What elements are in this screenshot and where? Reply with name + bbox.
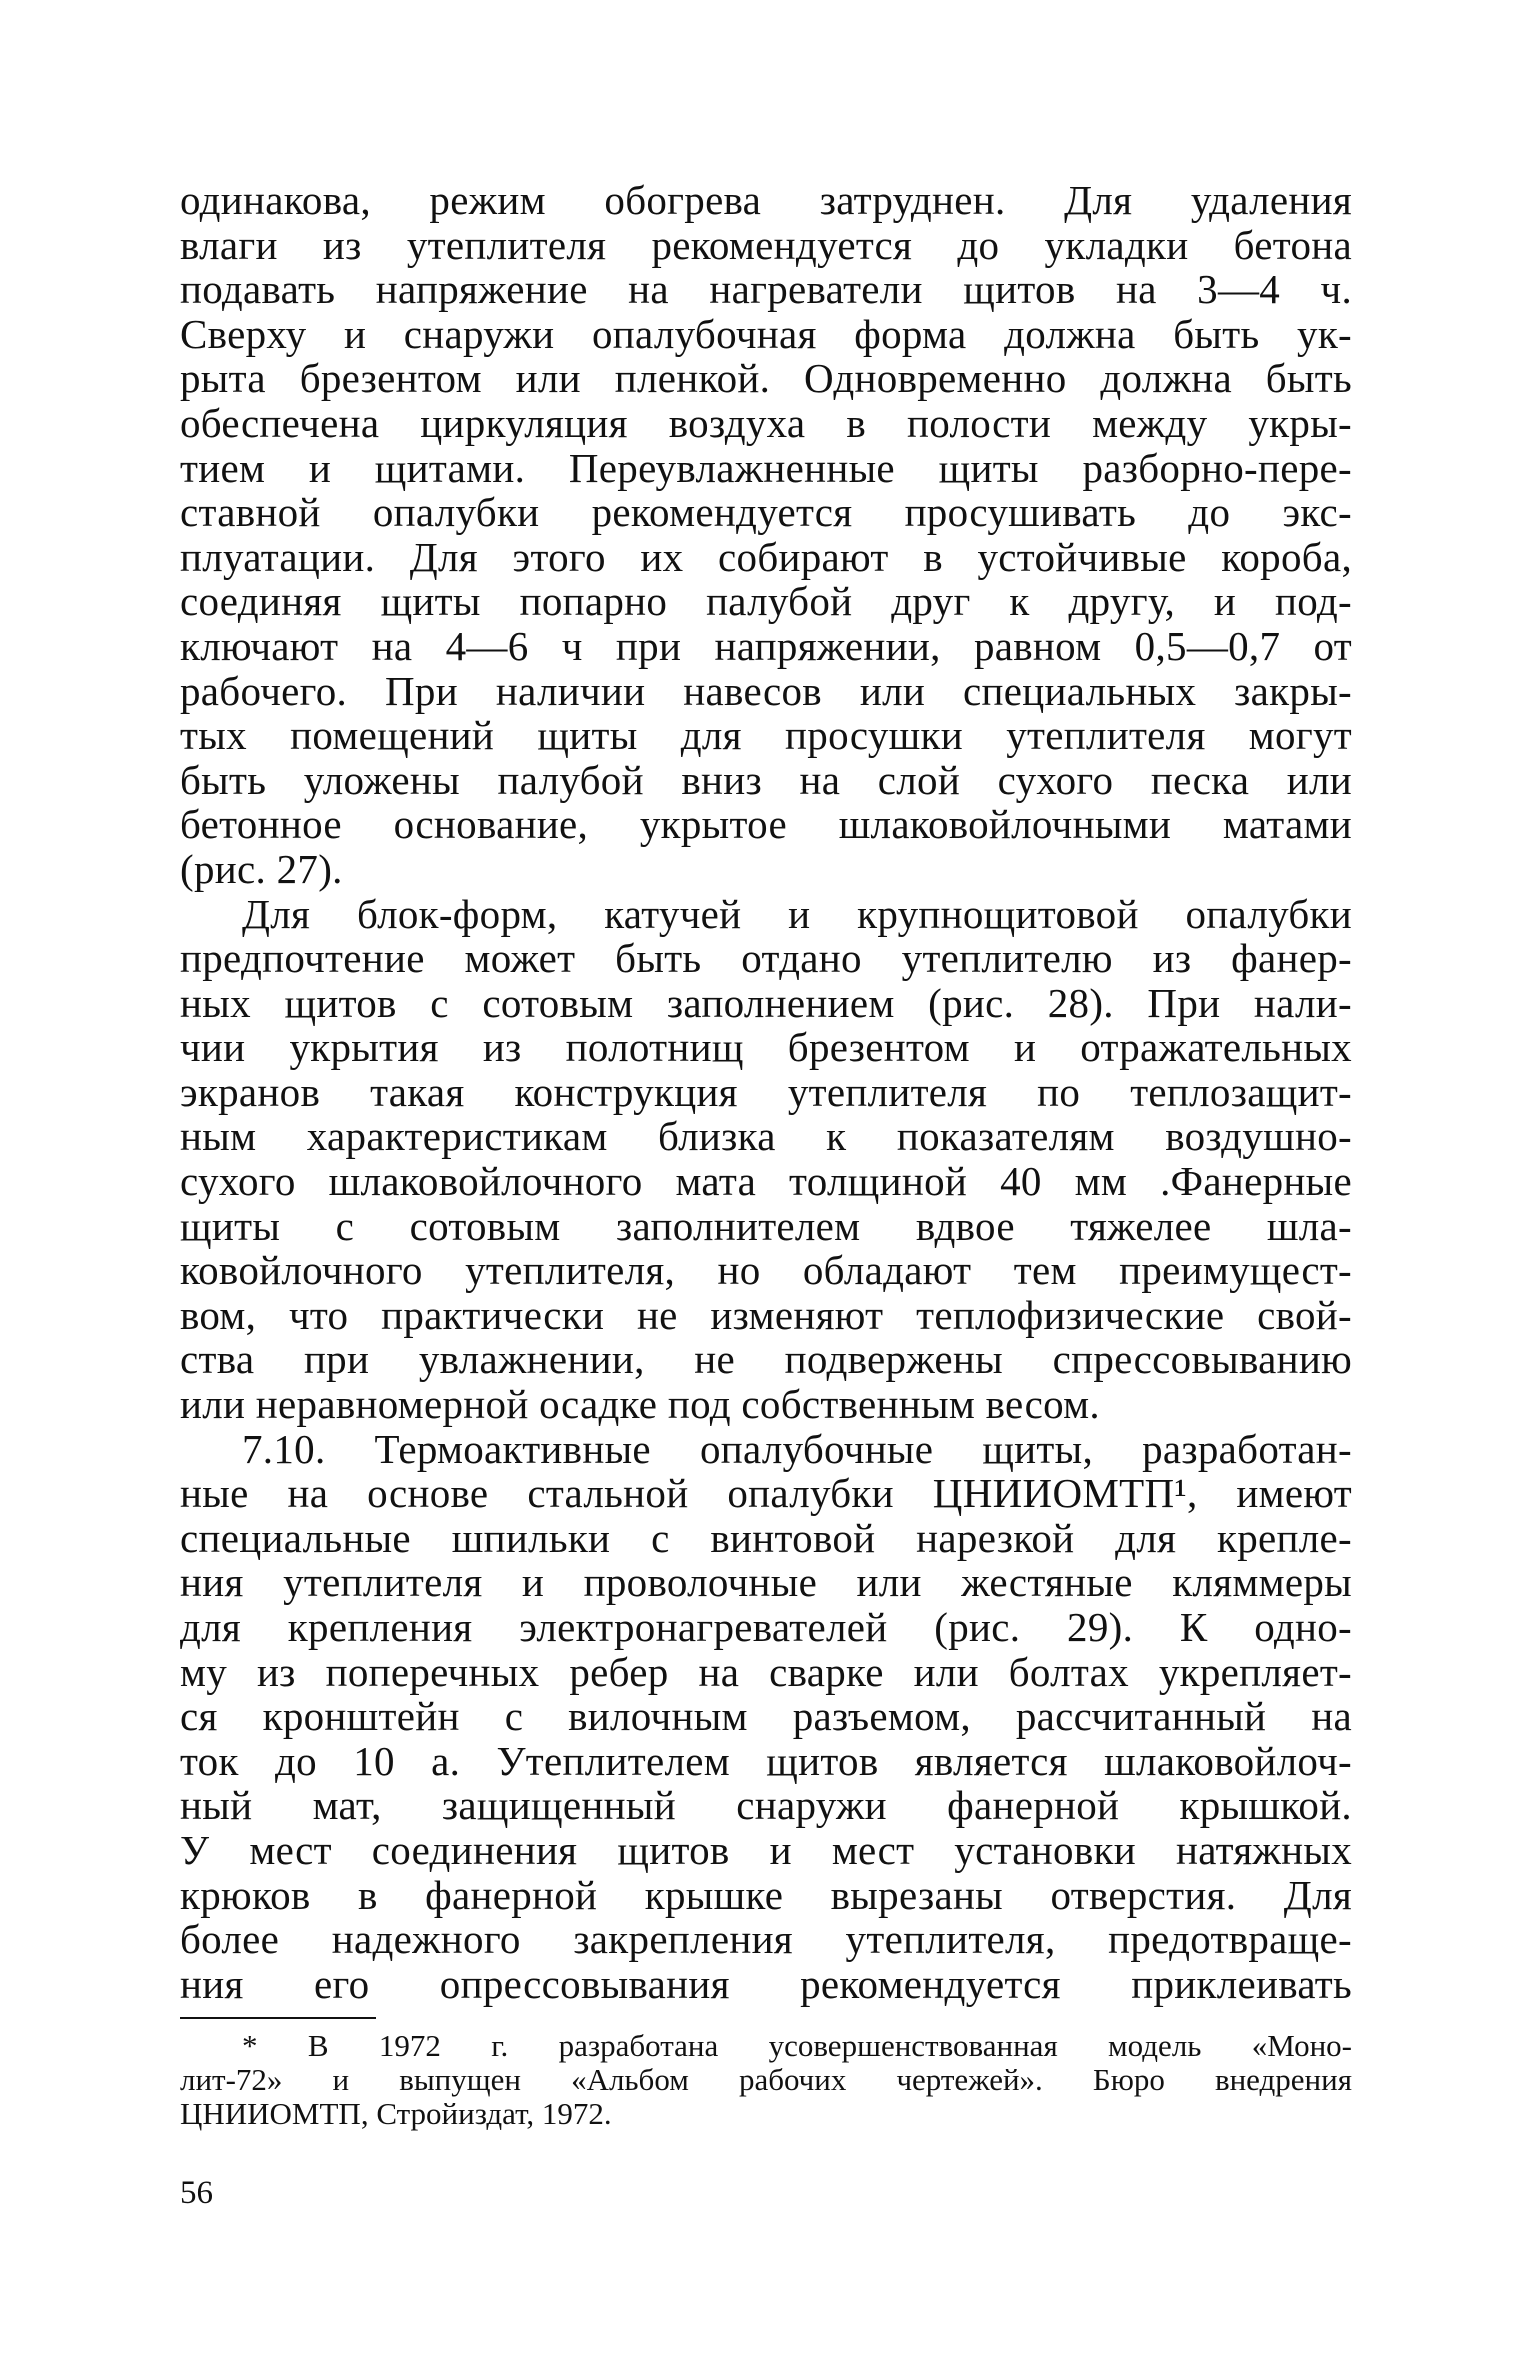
text-line: ток до 10 а. Утеплителем щитов является шлаковойлоч- bbox=[180, 1737, 1352, 1784]
text-line: или неравномерной осадке под собственным весом. bbox=[180, 1381, 1100, 1428]
footnote-line: лит-72» и выпущен «Альбом рабочих чертежей». Бюро внедрения bbox=[180, 2062, 1352, 2097]
text-line: ковойлочного утеплителя, но обладают тем преимущест- bbox=[180, 1247, 1352, 1294]
text-line: соединяя щиты попарно палубой друг к другу, и под- bbox=[180, 578, 1352, 625]
text-line: ния утеплителя и проволочные или жестяные кляммеры bbox=[180, 1559, 1352, 1606]
text-line: быть уложены палубой вниз на слой сухого песка или bbox=[180, 756, 1352, 803]
text-line: ся кронштейн с вилочным разъемом, рассчитанный на bbox=[180, 1693, 1352, 1740]
text-line: ставной опалубки рекомендуется просушивать до экс- bbox=[180, 489, 1352, 536]
text-line: влаги из утеплителя рекомендуется до укладки бетона bbox=[180, 221, 1352, 268]
text-line: рабочего. При наличии навесов или специальных закры- bbox=[180, 667, 1352, 714]
text-line: Сверху и снаружи опалубочная форма должна быть ук- bbox=[180, 310, 1352, 357]
text-line: ния его опрессовывания рекомендуется приклеивать bbox=[180, 1960, 1352, 2007]
footnote bbox=[180, 2029, 1352, 2131]
text-line: плуатации. Для этого их собирают в устойчивые короба, bbox=[180, 533, 1352, 580]
text-line: рыта брезентом или пленкой. Одновременно должна быть bbox=[180, 355, 1352, 402]
text-line: тием и щитами. Переувлажненные щиты разборно-пере- bbox=[180, 444, 1352, 491]
text-line: У мест соединения щитов и мест установки натяжных bbox=[180, 1826, 1352, 1873]
text-line: му из поперечных ребер на сварке или болтах укрепляет- bbox=[180, 1648, 1352, 1695]
text-line: специальные шпильки с винтовой нарезкой для крепле- bbox=[180, 1514, 1352, 1561]
footnote-divider bbox=[180, 2017, 376, 2019]
text-line: 7.10. Термоактивные опалубочные щиты, разработан- bbox=[242, 1425, 1352, 1472]
text-line: ным характеристикам близка к показателям воздушно- bbox=[180, 1113, 1352, 1160]
footnote-line: * В 1972 г. разработана усовершенствованная модель «Моно- bbox=[242, 2028, 1352, 2063]
text-line: Для блок-форм, катучей и крупнощитовой опалубки bbox=[242, 890, 1352, 937]
text-line: одинакова, режим обогрева затруднен. Для удаления bbox=[180, 177, 1352, 223]
text-line: тых помещений щиты для просушки утеплителя могут bbox=[180, 712, 1352, 759]
text-line: обеспечена циркуляция воздуха в полости между укры- bbox=[180, 399, 1352, 446]
text-line: ных щитов с сотовым заполнением (рис. 28). При нали- bbox=[180, 979, 1352, 1026]
text-line: предпочтение может быть отдано утеплителю из фанер- bbox=[180, 935, 1352, 982]
text-line: для крепления электронагревателей (рис. 29). К одно- bbox=[180, 1604, 1352, 1650]
page-number: 56 bbox=[180, 2175, 213, 2211]
text-line: сухого шлаковойлочного мата толщиной 40 мм .Фанерные bbox=[180, 1158, 1352, 1205]
text-line: ные на основе стальной опалубки ЦНИИОМТП¹, имеют bbox=[180, 1470, 1352, 1517]
text-line: ства при увлажнении, не подвержены спрессовыванию bbox=[180, 1336, 1352, 1383]
footnote-line: ЦНИИОМТП, Стройиздат, 1972. bbox=[180, 2096, 612, 2131]
text-line: бетонное основание, укрытое шлаковойлочными матами bbox=[180, 801, 1352, 848]
text-line: чии укрытия из полотнищ брезентом и отражательных bbox=[180, 1024, 1352, 1071]
text-line: экранов такая конструкция утеплителя по теплозащит- bbox=[180, 1068, 1352, 1115]
text-line: (рис. 27). bbox=[180, 845, 343, 892]
text-line: подавать напряжение на нагреватели щитов на 3—4 ч. bbox=[180, 266, 1352, 313]
text-line: крюков в фанерной крышке вырезаны отверстия. Для bbox=[180, 1871, 1352, 1918]
text-line: щиты с сотовым заполнителем вдвое тяжелее шла- bbox=[180, 1202, 1352, 1249]
body-text bbox=[180, 178, 1352, 2006]
text-line: ный мат, защищенный снаружи фанерной крышкой. bbox=[180, 1782, 1352, 1829]
text-line: вом, что практически не изменяют теплофизические свой- bbox=[180, 1291, 1352, 1338]
text-line: более надежного закрепления утеплителя, предотвраще- bbox=[180, 1916, 1352, 1963]
text-line: ключают на 4—6 ч при напряжении, равном 0,5—0,7 от bbox=[180, 622, 1352, 669]
